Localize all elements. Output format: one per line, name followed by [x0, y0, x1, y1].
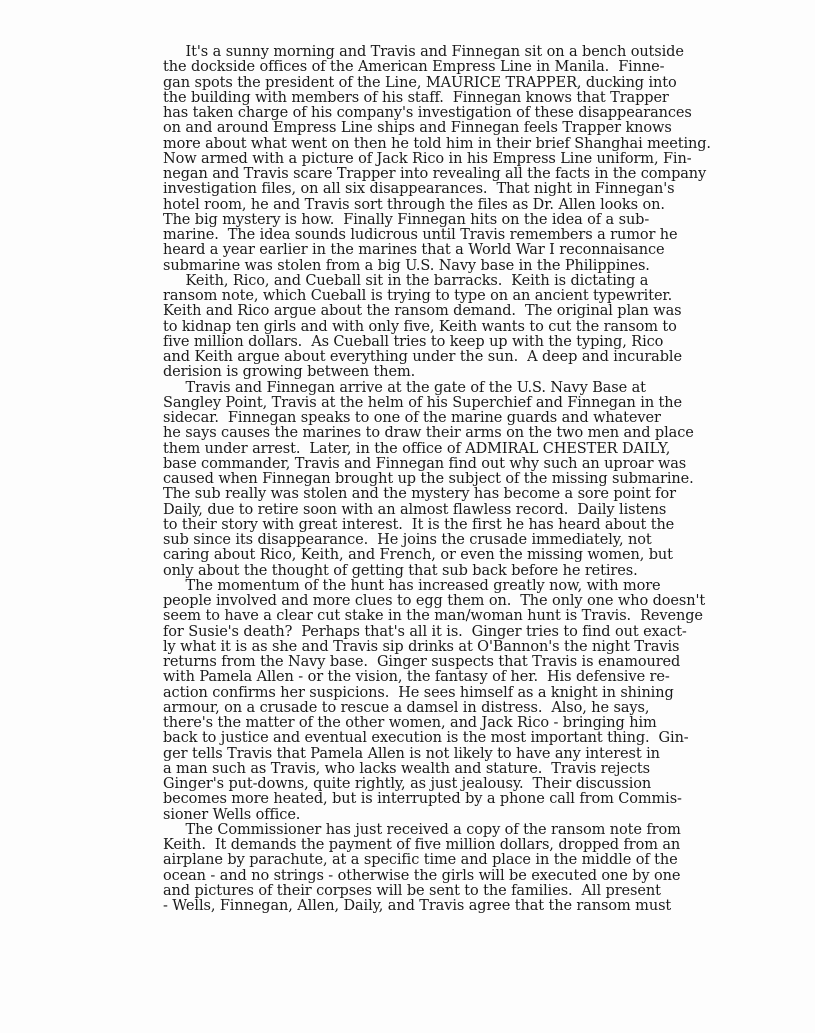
text-line: marine. The idea sounds ludicrous until Travis remembers a rumor he — [163, 227, 678, 243]
text-line: airplane by parachute, at a specific time and place in the middle of the — [163, 852, 678, 869]
text-line: more about what went on then he told him in their brief Shanghai meeting. — [163, 135, 711, 152]
text-line: Now armed with a picture of Jack Rico in his Empress Line uniform, Fin- — [163, 150, 692, 167]
text-line: Sangley Point, Travis at the helm of his Superchief and Finnegan in the — [163, 394, 683, 411]
text-line: negan and Travis scare Trapper into revealing all the facts in the company — [163, 166, 707, 182]
text-line: Keith. It demands the payment of five million dollars, dropped from an — [163, 837, 681, 853]
text-line: sub since its disappearance. He joins the crusade immediately, not — [163, 532, 652, 548]
text-line: there's the matter of the other women, and Jack Rico - bringing him — [163, 715, 657, 731]
text-line: ransom note, which Cueball is trying to type on an ancient typewriter. — [163, 288, 673, 304]
text-line: heard a year earlier in the marines that a World War I reconnaisance — [163, 242, 665, 259]
text-line: a man such as Travis, who lacks wealth and stature. Travis rejects — [163, 760, 650, 777]
text-line: Ginger's put-downs, quite rightly, as just jealousy. Their discussion — [163, 776, 652, 792]
text-line: The momentum of the hunt has increased greatly now, with more — [163, 577, 661, 594]
text-line: base commander, Travis and Finnegan find out why such an uproar was — [163, 455, 687, 472]
text-line: The Commissioner has just received a copy of the ransom note from — [163, 821, 681, 838]
text-line: Travis and Finnegan arrive at the gate of the U.S. Navy Base at — [163, 379, 646, 396]
text-line: caused when Finnegan brought up the subject of the missing submarine. — [163, 471, 694, 487]
text-line: and pictures of their corpses will be sent to the families. All present — [163, 882, 661, 899]
text-line: has taken charge of his company's investigation of these disappearances — [163, 105, 692, 121]
text-line: Daily, due to retire soon with an almost flawless record. Daily listens — [163, 501, 667, 518]
text-line: - Wells, Finnegan, Allen, Daily, and Travis agree that the ransom must — [163, 898, 672, 914]
text-line: derision is growing between them. — [163, 364, 416, 381]
text-line: The sub really was stolen and the mystery has become a sore point for — [163, 486, 676, 503]
text-line: he says causes the marines to draw their arms on the two men and place — [163, 425, 694, 442]
text-line: with Pamela Allen - or the vision, the fantasy of her. His defensive re- — [163, 669, 670, 686]
text-line: investigation files, on all six disappearances. That night in Finnegan's — [163, 181, 675, 198]
text-line: only about the thought of getting that sub back before he retires. — [163, 562, 638, 579]
text-line: submarine was stolen from a big U.S. Navy base in the Philippines. — [163, 257, 650, 274]
text-line: returns from the Navy base. Ginger suspects that Travis is enamoured — [163, 654, 681, 670]
text-line: ger tells Travis that Pamela Allen is not likely to have any interest in — [163, 745, 660, 762]
body-text — [163, 45, 773, 914]
text-line: to their story with great interest. It is the first he has heard about the — [163, 516, 675, 533]
text-line: back to justice and eventual execution is the most important thing. Gin- — [163, 730, 689, 747]
text-line: the dockside offices of the American Empress Line in Manila. Finne- — [163, 59, 665, 76]
text-line: for Susie's death? Perhaps that's all it is. Ginger tries to find out exact- — [163, 623, 687, 640]
text-line: ly what it is as she and Travis sip drinks at O'Bannon's the night Travis — [163, 638, 680, 655]
text-line: and Keith argue about everything under the sun. A deep and incurable — [163, 349, 682, 365]
text-line: them under arrest. Later, in the office of ADMIRAL CHESTER DAILY, — [163, 440, 671, 457]
text-line: Keith, Rico, and Cueball sit in the barracks. Keith is dictating a — [163, 272, 649, 289]
text-line: The big mystery is how. Finally Finnegan hits on the idea of a sub- — [163, 211, 650, 228]
text-line: hotel room, he and Travis sort through the files as Dr. Allen looks on. — [163, 196, 665, 213]
text-line: seem to have a clear cut stake in the man/woman hunt is Travis. Revenge — [163, 608, 703, 625]
text-line: people involved and more clues to egg them on. The only one who doesn't — [163, 593, 706, 609]
text-line: the building with members of his staff. Finnegan knows that Trapper — [163, 89, 669, 106]
text-line: Keith and Rico argue about the ransom demand. The original plan was — [163, 303, 682, 320]
text-line: caring about Rico, Keith, and French, or even the missing women, but — [163, 547, 673, 564]
text-line: gan spots the president of the Line, MAURICE TRAPPER, ducking into — [163, 74, 677, 91]
text-line: five million dollars. As Cueball tries to keep up with the typing, Rico — [163, 333, 664, 350]
text-line: to kidnap ten girls and with only five, Keith wants to cut the ransom to — [163, 318, 677, 335]
text-line: armour, on a crusade to rescue a damsel in distress. Also, he says, — [163, 699, 650, 716]
text-line: ocean - and no strings - otherwise the girls will be executed one by one — [163, 867, 681, 884]
text-line: action confirms her suspicions. He sees himself as a knight in shining — [163, 684, 674, 701]
text-line: It's a sunny morning and Travis and Finnegan sit on a bench outside — [163, 44, 684, 60]
text-line: sioner Wells office. — [163, 806, 301, 823]
text-line: sidecar. Finnegan speaks to one of the marine guards and whatever — [163, 410, 661, 426]
text-line: on and around Empress Line ships and Finnegan feels Trapper knows — [163, 120, 672, 137]
text-line: becomes more heated, but is interrupted by a phone call from Commis- — [163, 791, 682, 808]
